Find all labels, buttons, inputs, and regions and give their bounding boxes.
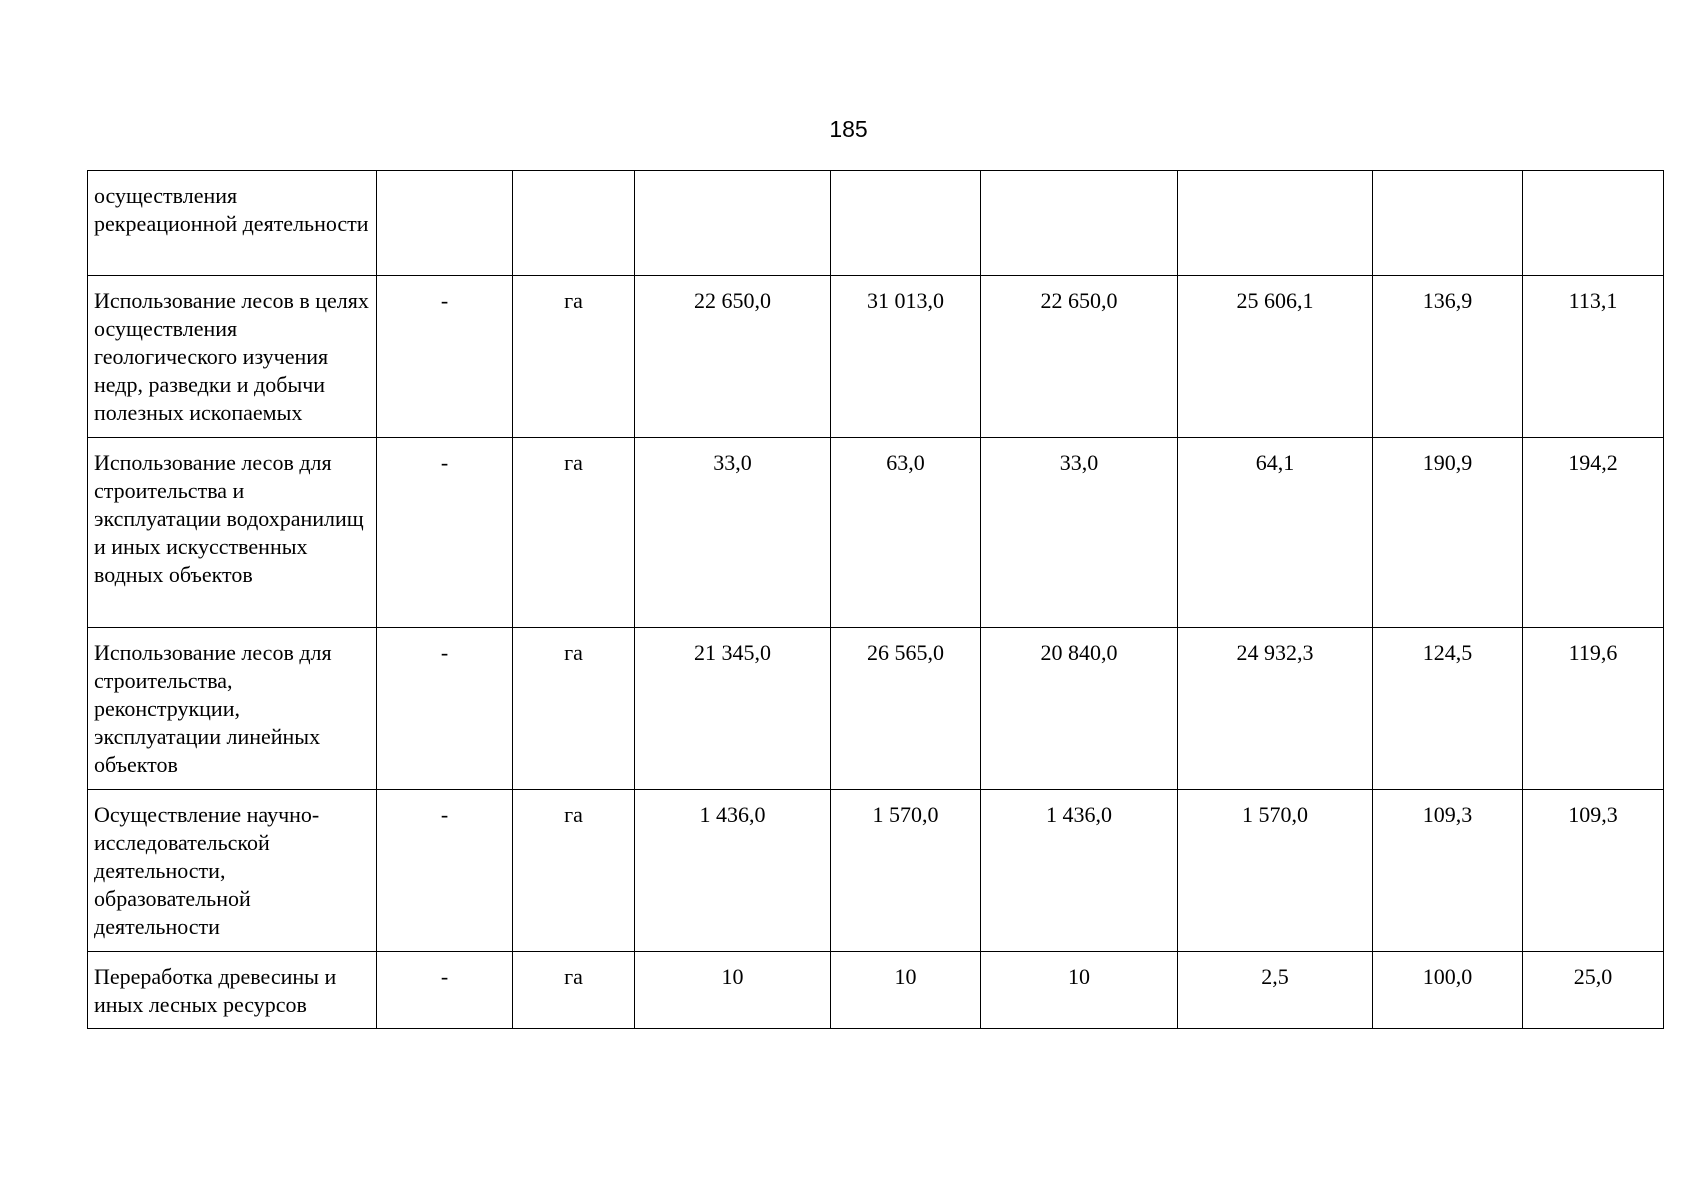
value-cell: 25,0 (1523, 952, 1664, 1029)
code-cell: - (377, 952, 513, 1029)
value-cell: 21 345,0 (635, 628, 831, 790)
value-cell: 64,1 (1178, 438, 1373, 628)
value-cell: 2,5 (1178, 952, 1373, 1029)
value-cell: 10 (981, 952, 1178, 1029)
value-cell: 31 013,0 (831, 276, 981, 438)
value-cell (981, 171, 1178, 276)
value-cell: 25 606,1 (1178, 276, 1373, 438)
value-cell (635, 171, 831, 276)
unit-cell (513, 171, 635, 276)
table-row (88, 438, 1664, 628)
table-row (88, 276, 1664, 438)
unit-cell: га (513, 628, 635, 790)
page-number: 185 (829, 116, 868, 142)
code-cell (377, 171, 513, 276)
table-row (88, 952, 1664, 1029)
row-name-cell: осуществления рекреационной деятельности (88, 171, 377, 276)
row-name-cell: Использование лесов в целях осуществления геологического изучения недр, разведки и добычи полезных ископаемых (88, 276, 377, 438)
row-name-cell: Осуществление научно-исследовательской деятельности, образовательной деятельности (88, 790, 377, 952)
value-cell: 26 565,0 (831, 628, 981, 790)
value-cell: 100,0 (1373, 952, 1523, 1029)
code-cell: - (377, 276, 513, 438)
value-cell: 22 650,0 (981, 276, 1178, 438)
value-cell (1373, 171, 1523, 276)
value-cell: 113,1 (1523, 276, 1664, 438)
code-cell: - (377, 628, 513, 790)
value-cell: 22 650,0 (635, 276, 831, 438)
unit-cell: га (513, 276, 635, 438)
value-cell: 1 570,0 (1178, 790, 1373, 952)
value-cell: 24 932,3 (1178, 628, 1373, 790)
value-cell (1178, 171, 1373, 276)
row-name-cell: Переработка древесины и иных лесных ресурсов (88, 952, 377, 1029)
unit-cell: га (513, 952, 635, 1029)
value-cell: 1 436,0 (635, 790, 831, 952)
value-cell: 20 840,0 (981, 628, 1178, 790)
value-cell (1523, 171, 1664, 276)
value-cell: 1 436,0 (981, 790, 1178, 952)
value-cell: 124,5 (1373, 628, 1523, 790)
value-cell: 33,0 (981, 438, 1178, 628)
code-cell: - (377, 790, 513, 952)
table-row (88, 790, 1664, 952)
value-cell: 190,9 (1373, 438, 1523, 628)
value-cell: 10 (831, 952, 981, 1029)
value-cell: 109,3 (1523, 790, 1664, 952)
value-cell: 109,3 (1373, 790, 1523, 952)
value-cell: 10 (635, 952, 831, 1029)
table-row (88, 628, 1664, 790)
value-cell: 63,0 (831, 438, 981, 628)
value-cell: 33,0 (635, 438, 831, 628)
value-cell: 136,9 (1373, 276, 1523, 438)
unit-cell: га (513, 438, 635, 628)
unit-cell: га (513, 790, 635, 952)
value-cell: 194,2 (1523, 438, 1664, 628)
value-cell: 119,6 (1523, 628, 1664, 790)
code-cell: - (377, 438, 513, 628)
row-name-cell: Использование лесов для строительства, реконструкции, эксплуатации линейных объектов (88, 628, 377, 790)
table-row (88, 171, 1664, 276)
row-name-cell: Использование лесов для строительства и эксплуатации водохранилищ и иных искусственных водных объектов (88, 438, 377, 628)
data-table (87, 170, 1664, 1029)
value-cell (831, 171, 981, 276)
value-cell: 1 570,0 (831, 790, 981, 952)
